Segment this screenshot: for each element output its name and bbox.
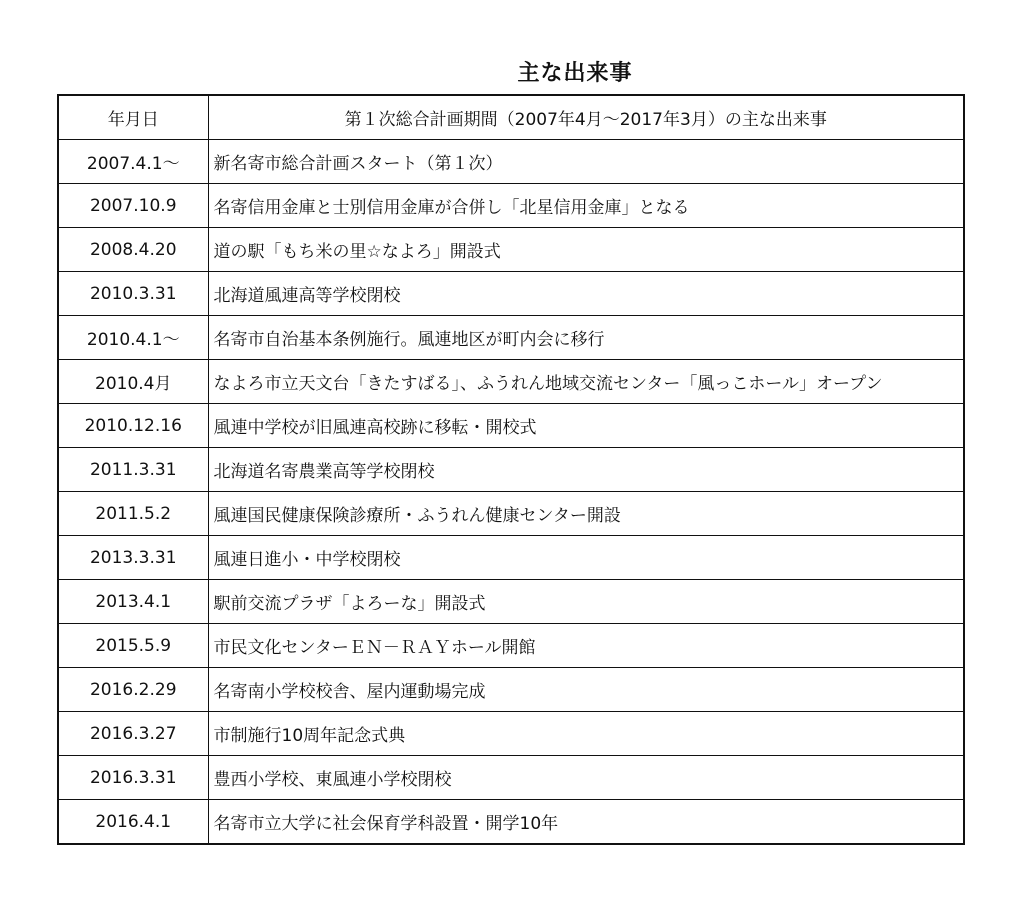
row-date: 2013.3.31 [58, 536, 208, 580]
page-title: 主な出来事 [517, 61, 633, 86]
row-date: 2013.4.1 [58, 580, 208, 624]
table-row [58, 404, 964, 448]
header-event: 第１次総合計画期間（2007年4月～2017年3月）の主な出来事 [208, 95, 964, 140]
table-row [58, 140, 964, 184]
row-date: 2011.3.31 [58, 448, 208, 492]
row-event: 駅前交流プラザ「よろーな」開設式 [208, 580, 964, 624]
table-row [58, 624, 964, 668]
row-event: 道の駅「もち米の里☆なよろ」開設式 [208, 228, 964, 272]
row-date: 2016.4.1 [58, 800, 208, 845]
row-date: 2011.5.2 [58, 492, 208, 536]
table-row [58, 492, 964, 536]
row-event: 名寄信用金庫と士別信用金庫が合併し「北星信用金庫」となる [208, 184, 964, 228]
row-event: 風連中学校が旧風連高校跡に移転・開校式 [208, 404, 964, 448]
table-row [58, 536, 964, 580]
table-row [58, 228, 964, 272]
row-date: 2016.3.31 [58, 756, 208, 800]
table-header-row [58, 95, 964, 140]
row-date: 2007.10.9 [58, 184, 208, 228]
row-event: 風連国民健康保険診療所・ふうれん健康センター開設 [208, 492, 964, 536]
row-event: 北海道風連高等学校閉校 [208, 272, 964, 316]
table-row [58, 184, 964, 228]
row-date: 2016.3.27 [58, 712, 208, 756]
events-table [57, 94, 965, 845]
row-event: 風連日進小・中学校閉校 [208, 536, 964, 580]
row-date: 2008.4.20 [58, 228, 208, 272]
table-row [58, 580, 964, 624]
row-date: 2015.5.9 [58, 624, 208, 668]
row-date: 2010.4月 [58, 360, 208, 404]
row-date: 2010.4.1～ [58, 316, 208, 360]
row-event: 市民文化センターＥＮ－ＲＡＹホール開館 [208, 624, 964, 668]
row-event: 豊西小学校、東風連小学校閉校 [208, 756, 964, 800]
table-row [58, 316, 964, 360]
row-date: 2010.3.31 [58, 272, 208, 316]
row-event: 北海道名寄農業高等学校閉校 [208, 448, 964, 492]
table-row [58, 712, 964, 756]
table-row [58, 360, 964, 404]
header-date: 年月日 [58, 95, 208, 140]
row-date: 2010.12.16 [58, 404, 208, 448]
table-row [58, 668, 964, 712]
table-row [58, 756, 964, 800]
row-event: 新名寄市総合計画スタート（第１次） [208, 140, 964, 184]
table-row [58, 272, 964, 316]
row-event: 名寄市立大学に社会保育学科設置・開学10年 [208, 800, 964, 845]
row-date: 2016.2.29 [58, 668, 208, 712]
row-date: 2007.4.1～ [58, 140, 208, 184]
table-row [58, 448, 964, 492]
row-event: なよろ市立天文台「きたすばる」、ふうれん地域交流センター「風っこホール」オープン [208, 360, 964, 404]
row-event: 名寄市自治基本条例施行。風連地区が町内会に移行 [208, 316, 964, 360]
row-event: 市制施行10周年記念式典 [208, 712, 964, 756]
row-event: 名寄南小学校校舎、屋内運動場完成 [208, 668, 964, 712]
table-row [58, 800, 964, 845]
